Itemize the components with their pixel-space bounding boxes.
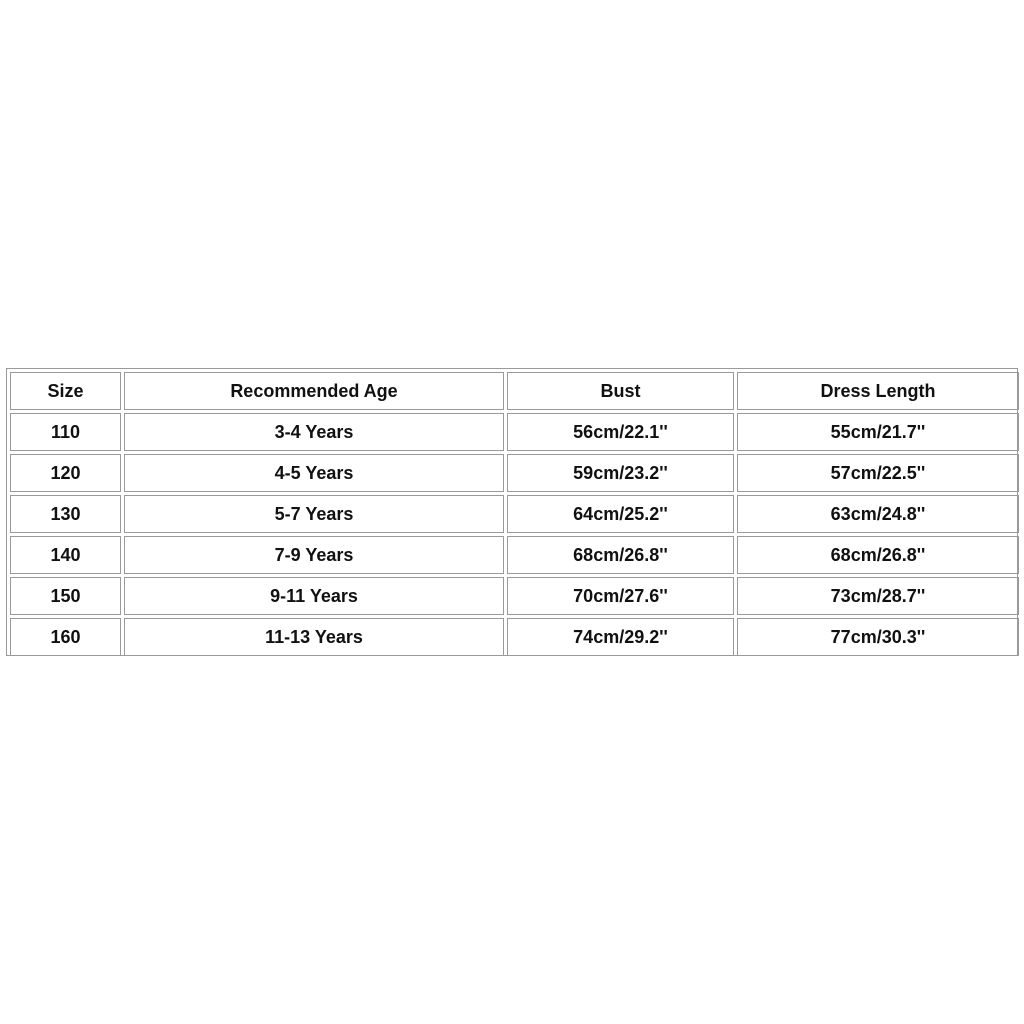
table-row [10, 577, 1019, 615]
header-dress-length: Dress Length [737, 372, 1019, 410]
table-row [10, 413, 1019, 451]
header-recommended-age: Recommended Age [124, 372, 504, 410]
cell-bust: 59cm/23.2'' [507, 454, 734, 492]
cell-age: 4-5 Years [124, 454, 504, 492]
cell-size: 120 [10, 454, 121, 492]
cell-dress-length: 77cm/30.3'' [737, 618, 1019, 656]
header-bust: Bust [507, 372, 734, 410]
cell-size: 140 [10, 536, 121, 574]
cell-age: 7-9 Years [124, 536, 504, 574]
table-row [10, 454, 1019, 492]
cell-dress-length: 68cm/26.8'' [737, 536, 1019, 574]
size-table [7, 369, 1022, 659]
cell-dress-length: 55cm/21.7'' [737, 413, 1019, 451]
cell-dress-length: 57cm/22.5'' [737, 454, 1019, 492]
size-chart [6, 368, 1018, 656]
table-row [10, 495, 1019, 533]
cell-age: 5-7 Years [124, 495, 504, 533]
cell-dress-length: 73cm/28.7'' [737, 577, 1019, 615]
cell-dress-length: 63cm/24.8'' [737, 495, 1019, 533]
cell-bust: 70cm/27.6'' [507, 577, 734, 615]
cell-bust: 64cm/25.2'' [507, 495, 734, 533]
cell-age: 9-11 Years [124, 577, 504, 615]
table-row [10, 618, 1019, 656]
header-size: Size [10, 372, 121, 410]
cell-bust: 56cm/22.1'' [507, 413, 734, 451]
table-row [10, 536, 1019, 574]
cell-age: 3-4 Years [124, 413, 504, 451]
cell-bust: 74cm/29.2'' [507, 618, 734, 656]
cell-size: 150 [10, 577, 121, 615]
cell-size: 130 [10, 495, 121, 533]
table-header-row [10, 372, 1019, 410]
cell-size: 110 [10, 413, 121, 451]
cell-age: 11-13 Years [124, 618, 504, 656]
cell-bust: 68cm/26.8'' [507, 536, 734, 574]
cell-size: 160 [10, 618, 121, 656]
